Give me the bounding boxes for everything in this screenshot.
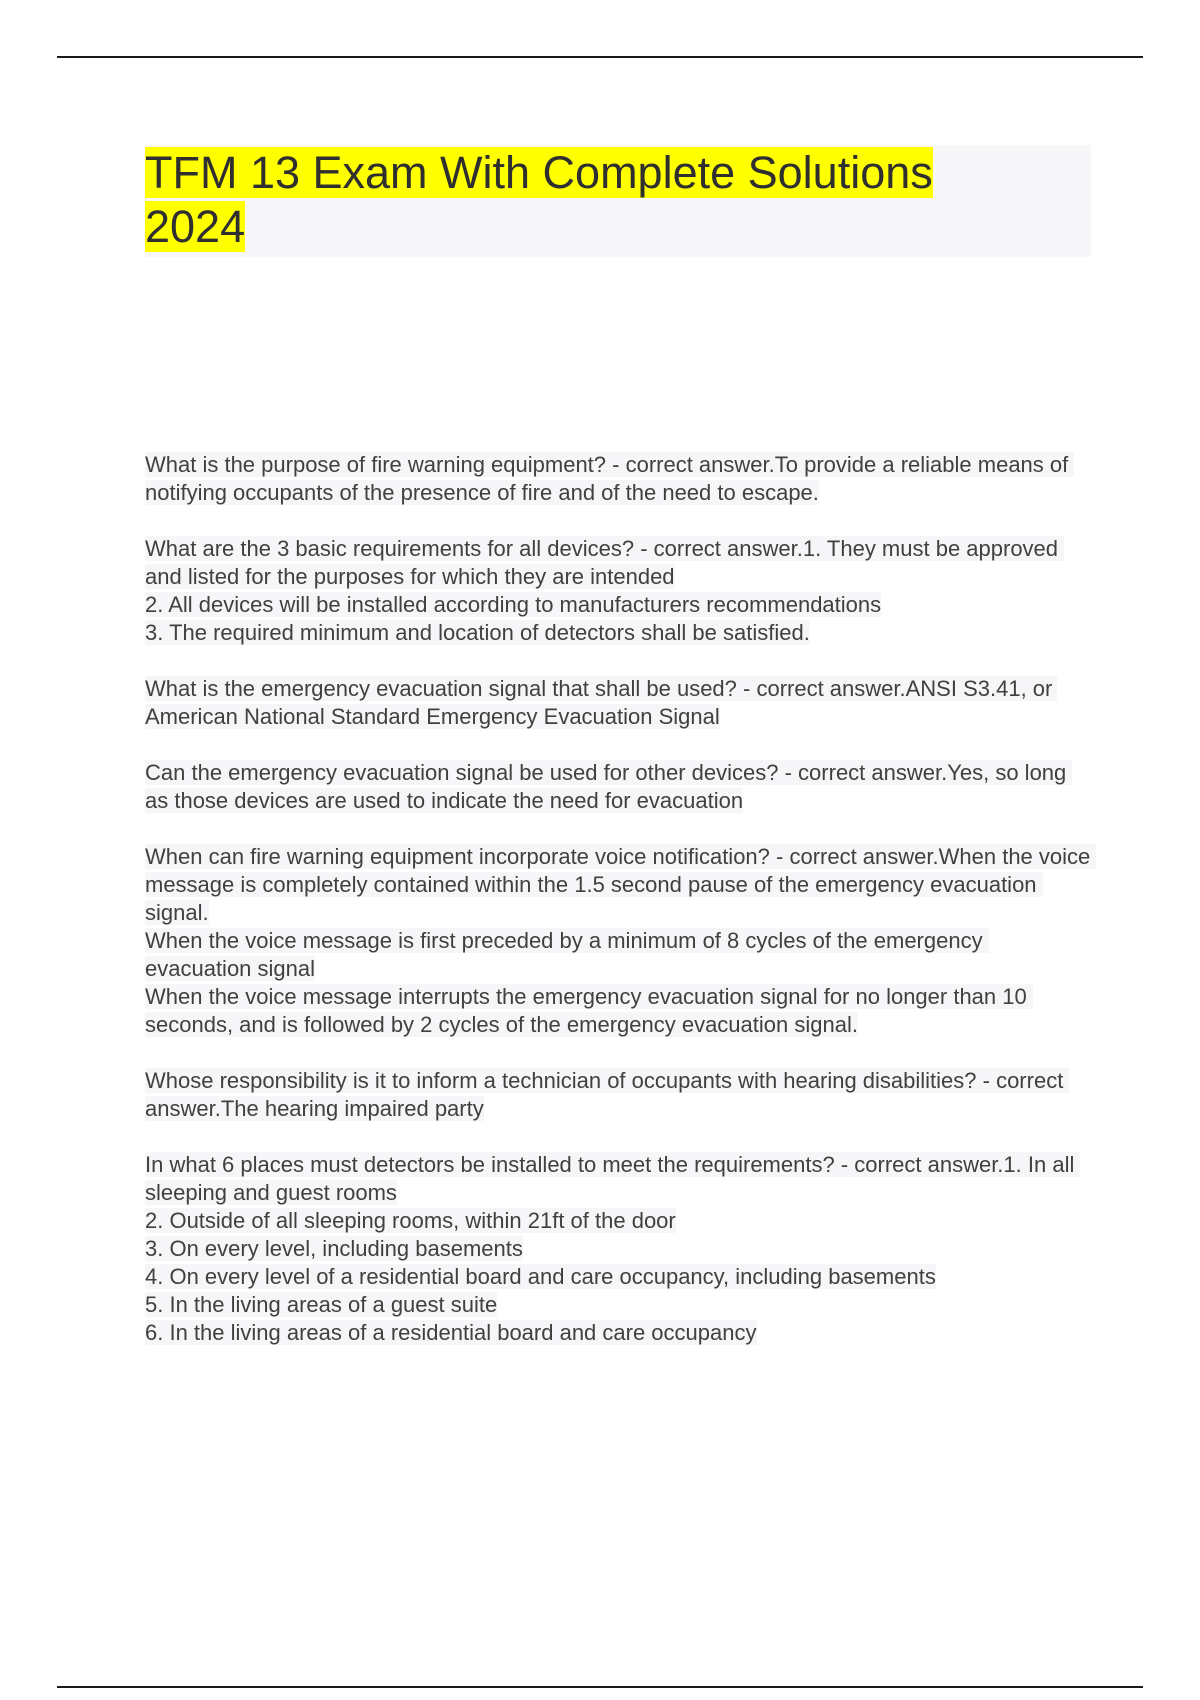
bottom-rule — [57, 1686, 1143, 1688]
qa-item-text: What is the purpose of fire warning equipment? - correct answer.To provide a reliable means of notifying occupants of the presence of fire and of the need to escape. — [145, 452, 1075, 505]
qa-item-text: Whose responsibility is it to inform a technician of occupants with hearing disabilities? - correct answer.The hearing impaired party — [145, 1068, 1070, 1121]
qa-item-text: When can fire warning equipment incorporate voice notification? - correct answer.When the voice message is completely contained within the 1.5 second pause of the emergency evacuation signal. When the voice message is first preceded by a minimum of 8 cycles of the emergency evacuation signal When the voice message interrupts the emergency evacuation signal for no longer than 10 seconds, and is followed by 2 cycles of the emergency evacuation signal. — [145, 844, 1096, 1037]
qa-list — [145, 451, 1095, 1375]
qa-item-3 — [145, 675, 1095, 731]
qa-item-7 — [145, 1151, 1095, 1347]
qa-item-1 — [145, 451, 1095, 507]
top-rule — [57, 56, 1143, 58]
qa-item-5 — [145, 843, 1095, 1039]
qa-item-6 — [145, 1067, 1095, 1123]
qa-item-text: What are the 3 basic requirements for all devices? - correct answer.1. They must be approved and listed for the purposes for which they are intended 2. All devices will be installed according to manufacturers recommendations 3. The required minimum and location of detectors shall be satisfied. — [145, 536, 1064, 645]
qa-item-text: What is the emergency evacuation signal that shall be used? - correct answer.ANSI S3.41, or American National Standard Emergency Evacuation Signal — [145, 676, 1058, 729]
document-title-text: TFM 13 Exam With Complete Solutions 2024 — [145, 147, 933, 252]
qa-item-2 — [145, 535, 1095, 647]
qa-item-text: Can the emergency evacuation signal be used for other devices? - correct answer.Yes, so long as those devices are used to indicate the need for evacuation — [145, 760, 1073, 813]
qa-item-4 — [145, 759, 1095, 815]
document-title — [145, 146, 1025, 254]
qa-item-text: In what 6 places must detectors be installed to meet the requirements? - correct answer.1. In all sleeping and guest rooms 2. Outside of all sleeping rooms, within 21ft of the door 3. On every level, including basements 4. On every level of a residential board and care occupancy, including basements 5. In the living areas of a guest suite 6. In the living areas of a residential board and care occupancy — [145, 1152, 1080, 1345]
